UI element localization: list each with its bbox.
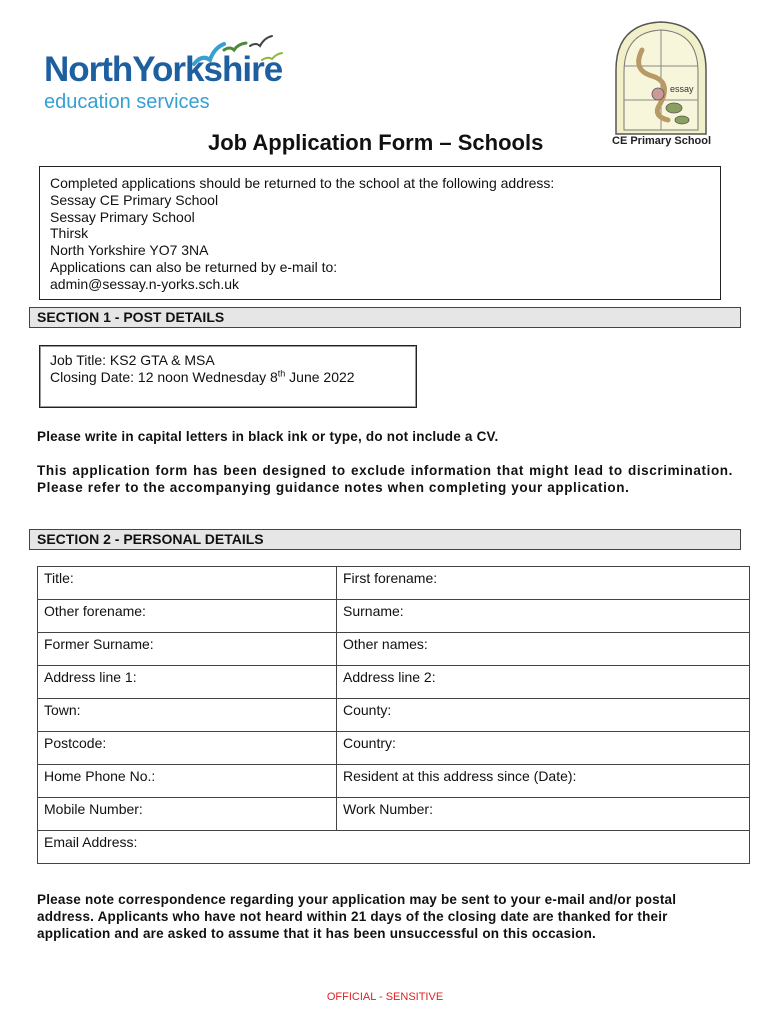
- other-names-field[interactable]: Other names:: [337, 633, 750, 666]
- home-phone-field[interactable]: Home Phone No.:: [38, 765, 337, 798]
- classification-footer: OFFICIAL - SENSITIVE: [326, 991, 444, 1003]
- table-row: [38, 831, 750, 864]
- address-line: Sessay CE Primary School: [50, 191, 219, 208]
- resident-since-field[interactable]: Resident at this address since (Date):: [337, 765, 750, 798]
- correspondence-note: Please note correspondence regarding your application may be sent to your e-mail and/or postal address. Applicants who have not heard within 21 days of the closing date are thanked for their application and are asked to assume that it has been unsuccessful on this occasion.: [37, 892, 677, 941]
- mobile-number-field[interactable]: Mobile Number:: [38, 798, 337, 831]
- postcode-field[interactable]: Postcode:: [38, 732, 337, 765]
- job-title: Job Title: KS2 GTA & MSA: [50, 352, 215, 368]
- country-field[interactable]: Country:: [337, 732, 750, 765]
- closing-date: [50, 369, 406, 386]
- table-row: [38, 732, 750, 765]
- section1-heading: SECTION 1 - POST DETAILS: [29, 307, 741, 328]
- logo-subtitle: education services: [44, 91, 210, 113]
- email-address-field[interactable]: Email Address:: [38, 831, 750, 864]
- first-forename-field[interactable]: First forename:: [337, 567, 750, 600]
- table-row: [38, 600, 750, 633]
- closing-date-text: Closing Date: 12 noon Wednesday 8: [50, 369, 278, 385]
- school-crest: [612, 20, 710, 136]
- crest-label: essay: [670, 84, 694, 94]
- address-line-1-field[interactable]: Address line 1:: [38, 666, 337, 699]
- page-title: Job Application Form – Schools: [208, 130, 544, 155]
- county-field[interactable]: County:: [337, 699, 750, 732]
- surname-field[interactable]: Surname:: [337, 600, 750, 633]
- address-email: admin@sessay.n-yorks.sch.uk: [50, 275, 240, 292]
- crest-window-icon: [612, 20, 710, 136]
- table-row: [38, 699, 750, 732]
- address-line: North Yorkshire YO7 3NA: [50, 242, 209, 259]
- former-surname-field[interactable]: Former Surname:: [38, 633, 337, 666]
- work-number-field[interactable]: Work Number:: [337, 798, 750, 831]
- closing-date-suffix: June 2022: [285, 369, 355, 385]
- table-row: [38, 765, 750, 798]
- table-row: [38, 633, 750, 666]
- title-field[interactable]: Title:: [38, 567, 337, 600]
- section2-heading: SECTION 2 - PERSONAL DETAILS: [29, 529, 741, 550]
- town-field[interactable]: Town:: [38, 699, 337, 732]
- personal-details-table: [37, 566, 750, 864]
- address-line: Thirsk: [50, 225, 89, 242]
- logo-name: NorthYorkshire: [44, 50, 283, 89]
- table-row: [38, 798, 750, 831]
- closing-date-sup: th: [277, 368, 286, 379]
- address-line: Applications can also be returned by e-mail to:: [50, 258, 338, 275]
- instruction-discrimination: This application form has been designed to exclude information that might lead to discrimination. Please refer to the accompanying guidance notes when completing your application.: [37, 463, 733, 495]
- table-row: [38, 567, 750, 600]
- north-yorkshire-logo: [40, 36, 320, 116]
- other-forename-field[interactable]: Other forename:: [38, 600, 337, 633]
- address-line: Completed applications should be returned to the school at the following address:: [50, 175, 555, 191]
- crest-caption: CE Primary School: [612, 135, 712, 147]
- post-details-box: [39, 345, 417, 408]
- address-line-2-field[interactable]: Address line 2:: [337, 666, 750, 699]
- address-line: Sessay Primary School: [50, 208, 195, 225]
- table-row: [38, 666, 750, 699]
- return-address-box: [39, 166, 721, 300]
- instruction-capitals: Please write in capital letters in black ink or type, do not include a CV.: [37, 429, 499, 444]
